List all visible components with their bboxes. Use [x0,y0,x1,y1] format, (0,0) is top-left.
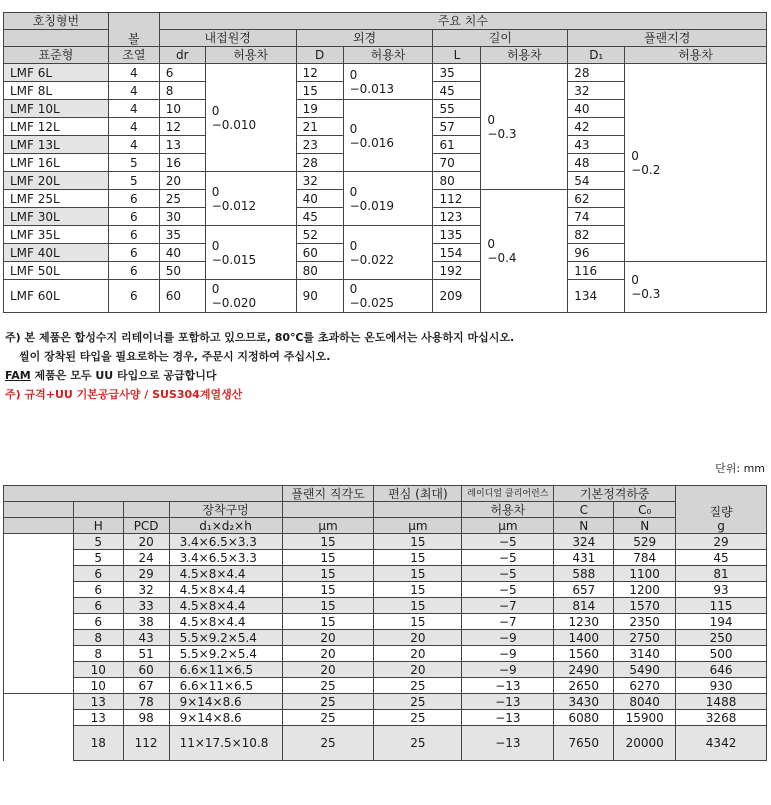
table-row [4,678,767,694]
table-row [4,710,767,726]
hole-cell: 4.5×8×4.4 [169,598,282,614]
ecc-cell: 15 [374,550,462,566]
header-blank [123,502,169,518]
header-blank [4,486,283,502]
header-blank [4,518,74,534]
hole-cell: 9×14×8.6 [169,694,282,710]
D-cell: 19 [296,100,343,118]
header-N-C: N [554,518,614,534]
c0-cell: 1200 [614,582,676,598]
c-cell: 6080 [554,710,614,726]
L-cell: 123 [433,208,481,226]
dr-cell: 35 [159,226,205,244]
D-tolerance-d: 0 −0.022 [343,226,433,280]
header-um-perp: μm [282,518,374,534]
dr-cell: 30 [159,208,205,226]
model-cell: LMF 13L [4,136,109,154]
table-row [4,614,767,630]
balls-cell: 5 [108,154,159,172]
header-blank [4,30,109,47]
D-cell: 80 [296,262,343,280]
L-cell: 70 [433,154,481,172]
D-cell: 90 [296,280,343,313]
perp-cell: 15 [282,534,374,550]
header-flange-perp: 플랜지 직각도 [282,486,374,502]
balls-cell: 4 [108,118,159,136]
header-um-ecc: μm [374,518,462,534]
c0-cell: 5490 [614,662,676,678]
D1-tolerance-b: 0 −0.3 [625,262,767,313]
model-cell: LMF 20L [4,172,109,190]
header-dr: dr [159,47,205,64]
ecc-cell: 15 [374,534,462,550]
hole-cell: 4.5×8×4.4 [169,582,282,598]
pcd-cell: 60 [123,662,169,678]
mass-cell: 81 [676,566,767,582]
header-L: L [433,47,481,64]
pcd-cell: 20 [123,534,169,550]
table-row [4,630,767,646]
header-D-tolerance: 허용차 [343,47,433,64]
spec-table-dimensions [3,12,767,313]
clr-cell: −5 [462,566,554,582]
header-L-tolerance: 허용차 [481,47,568,64]
h-cell: 10 [73,678,123,694]
model-cell: LMF 40L [4,244,109,262]
h-cell: 13 [73,694,123,710]
row-blank [4,694,74,710]
table-row [4,662,767,678]
model-cell: LMF 50L [4,262,109,280]
L-cell: 112 [433,190,481,208]
row-blank [4,614,74,630]
perp-cell: 25 [282,678,374,694]
dr-cell: 6 [159,64,205,82]
row-blank [4,534,74,550]
c-cell: 1560 [554,646,614,662]
D-cell: 12 [296,64,343,82]
header-C: C [554,502,614,518]
D-cell: 60 [296,244,343,262]
perp-cell: 15 [282,614,374,630]
dr-cell: 10 [159,100,205,118]
header-D1-tolerance: 허용차 [625,47,767,64]
L-cell: 35 [433,64,481,82]
L-cell: 192 [433,262,481,280]
ecc-cell: 20 [374,646,462,662]
clr-cell: −9 [462,630,554,646]
D-cell: 23 [296,136,343,154]
row-blank [4,710,74,726]
mass-cell: 4342 [676,726,767,761]
perp-cell: 20 [282,630,374,646]
D1-tolerance-a: 0 −0.2 [625,64,767,262]
mass-cell: 1488 [676,694,767,710]
balls-cell: 6 [108,262,159,280]
header-flange-diameter: 플랜지경 [568,30,767,47]
mass-cell: 115 [676,598,767,614]
header-standard: 표준형 [4,47,109,64]
perp-cell: 15 [282,566,374,582]
ecc-cell: 25 [374,694,462,710]
D-tolerance-e: 0 −0.025 [343,280,433,313]
ecc-cell: 15 [374,582,462,598]
ecc-cell: 15 [374,614,462,630]
pcd-cell: 67 [123,678,169,694]
header-hole-dims: d₁×d₂×h [169,518,282,534]
spec-table-performance [3,485,767,761]
perp-cell: 15 [282,550,374,566]
pcd-cell: 38 [123,614,169,630]
header-mount-hole: 장착구멍 [169,502,282,518]
dr-cell: 60 [159,280,205,313]
D1-cell: 40 [568,100,625,118]
table-row [4,534,767,550]
model-cell: LMF 35L [4,226,109,244]
h-cell: 6 [73,614,123,630]
row-blank [4,598,74,614]
c0-cell: 20000 [614,726,676,761]
pcd-cell: 78 [123,694,169,710]
hole-cell: 3.4×6.5×3.3 [169,534,282,550]
mass-cell: 45 [676,550,767,566]
header-ball: 볼 [108,13,159,47]
L-cell: 135 [433,226,481,244]
hole-cell: 5.5×9.2×5.4 [169,630,282,646]
clr-cell: −5 [462,534,554,550]
model-cell: LMF 16L [4,154,109,172]
c0-cell: 784 [614,550,676,566]
D1-cell: 28 [568,64,625,82]
table-row [4,582,767,598]
c0-cell: 2750 [614,630,676,646]
balls-cell: 4 [108,82,159,100]
header-nominal-model: 호칭형번 [4,13,109,30]
header-blank [73,502,123,518]
model-cell: LMF 60L [4,280,109,313]
c0-cell: 1100 [614,566,676,582]
L-tolerance-a: 0 −0.3 [481,64,568,190]
hole-cell: 11×17.5×10.8 [169,726,282,761]
balls-cell: 6 [108,226,159,244]
perp-cell: 25 [282,726,374,761]
hole-cell: 6.6×11×6.5 [169,678,282,694]
D-cell: 15 [296,82,343,100]
row-blank [4,646,74,662]
perp-cell: 15 [282,598,374,614]
row-blank [4,582,74,598]
perp-cell: 25 [282,710,374,726]
clr-cell: −9 [462,662,554,678]
D-tolerance-c: 0 −0.019 [343,172,433,226]
model-cell: LMF 25L [4,190,109,208]
dr-cell: 16 [159,154,205,172]
table-row [4,550,767,566]
dr-cell: 12 [159,118,205,136]
dr-cell: 50 [159,262,205,280]
L-cell: 154 [433,244,481,262]
header-dr-tolerance: 허용차 [205,47,296,64]
header-D: D [296,47,343,64]
header-blank [4,502,74,518]
mass-cell: 194 [676,614,767,630]
h-cell: 8 [73,646,123,662]
dr-cell: 40 [159,244,205,262]
balls-cell: 4 [108,136,159,154]
header-inner-diameter: 내접원경 [159,30,296,47]
perp-cell: 25 [282,694,374,710]
hole-cell: 6.6×11×6.5 [169,662,282,678]
perp-cell: 20 [282,646,374,662]
dr-cell: 13 [159,136,205,154]
pcd-cell: 32 [123,582,169,598]
h-cell: 6 [73,582,123,598]
header-mass-blank [676,486,767,534]
clr-cell: −5 [462,582,554,598]
row-blank [4,678,74,694]
row-blank [4,662,74,678]
D1-cell: 48 [568,154,625,172]
header-C0: C₀ [614,502,676,518]
clr-cell: −5 [462,550,554,566]
L-cell: 61 [433,136,481,154]
c0-cell: 3140 [614,646,676,662]
D-tolerance-a: 0 −0.013 [343,64,433,100]
note-seal: 씰이 장착된 타입을 필요로하는 경우, 주문시 지정하여 주십시오. [19,350,331,363]
c-cell: 2650 [554,678,614,694]
model-cell: LMF 10L [4,100,109,118]
D1-cell: 54 [568,172,625,190]
notes-block [5,328,514,404]
c0-cell: 529 [614,534,676,550]
model-cell: LMF 12L [4,118,109,136]
mass-cell: 930 [676,678,767,694]
perp-cell: 15 [282,582,374,598]
D-cell: 28 [296,154,343,172]
dr-cell: 25 [159,190,205,208]
header-main-dims: 주요 치수 [159,13,766,30]
header-ball-rows: 조열 [108,47,159,64]
h-cell: 6 [73,566,123,582]
dr-tolerance-a: 0 −0.010 [205,64,296,172]
balls-cell: 4 [108,100,159,118]
header-D1: D₁ [568,47,625,64]
D-cell: 52 [296,226,343,244]
c0-cell: 2350 [614,614,676,630]
clr-cell: −13 [462,726,554,761]
row-blank [4,726,74,761]
L-cell: 55 [433,100,481,118]
model-cell: LMF 30L [4,208,109,226]
clr-cell: −13 [462,710,554,726]
balls-cell: 5 [108,172,159,190]
mass-cell: 29 [676,534,767,550]
pcd-cell: 98 [123,710,169,726]
perp-cell: 20 [282,662,374,678]
c-cell: 431 [554,550,614,566]
D-cell: 21 [296,118,343,136]
header-load-rating: 기본정격하중 [554,486,676,502]
c0-cell: 6270 [614,678,676,694]
c0-cell: 15900 [614,710,676,726]
clr-cell: −9 [462,646,554,662]
ecc-cell: 25 [374,726,462,761]
row-blank [4,566,74,582]
pcd-cell: 33 [123,598,169,614]
c-cell: 1230 [554,614,614,630]
h-cell: 8 [73,630,123,646]
table-row [4,646,767,662]
balls-cell: 6 [108,190,159,208]
c-cell: 1400 [554,630,614,646]
h-cell: 13 [73,710,123,726]
header-eccentricity: 편심 (최대) [374,486,462,502]
header-outer-diameter: 외경 [296,30,433,47]
table-row [4,598,767,614]
hole-cell: 4.5×8×4.4 [169,566,282,582]
L-cell: 45 [433,82,481,100]
table-row [4,726,767,761]
clr-cell: −7 [462,598,554,614]
balls-cell: 4 [108,64,159,82]
D1-cell: 32 [568,82,625,100]
header-N-C0: N [614,518,676,534]
header-um-clr: μm [462,518,554,534]
L-cell: 80 [433,172,481,190]
pcd-cell: 112 [123,726,169,761]
row-blank [4,630,74,646]
table-row [4,566,767,582]
header-radial-clearance: 레이디얼 클리어런스 [462,486,554,502]
ecc-cell: 15 [374,598,462,614]
header-mass: 질량 [709,505,733,519]
pcd-cell: 51 [123,646,169,662]
mass-cell: 3268 [676,710,767,726]
L-cell: 57 [433,118,481,136]
clr-cell: −13 [462,694,554,710]
dr-tolerance-b: 0 −0.012 [205,172,296,226]
c-cell: 3430 [554,694,614,710]
dr-cell: 8 [159,82,205,100]
hole-cell: 4.5×8×4.4 [169,614,282,630]
ecc-cell: 25 [374,678,462,694]
header-PCD: PCD [123,518,169,534]
header-clearance-tolerance: 허용차 [462,502,554,518]
h-cell: 6 [73,598,123,614]
D1-cell: 74 [568,208,625,226]
mass-cell: 646 [676,662,767,678]
pcd-cell: 29 [123,566,169,582]
hole-cell: 3.4×6.5×3.3 [169,550,282,566]
table-row [4,694,767,710]
L-cell: 209 [433,280,481,313]
c-cell: 814 [554,598,614,614]
D1-cell: 42 [568,118,625,136]
c-cell: 7650 [554,726,614,761]
ecc-cell: 15 [374,566,462,582]
header-blank [282,502,374,518]
header-g: g [717,519,725,533]
h-cell: 18 [73,726,123,761]
dr-tolerance-d: 0 −0.020 [205,280,296,313]
note-fam: FAM 제품은 모두 UU 타입으로 공급합니다 [5,369,217,382]
c-cell: 324 [554,534,614,550]
c-cell: 2490 [554,662,614,678]
balls-cell: 6 [108,208,159,226]
pcd-cell: 43 [123,630,169,646]
header-length: 길이 [433,30,568,47]
hole-cell: 9×14×8.6 [169,710,282,726]
balls-cell: 6 [108,244,159,262]
D1-cell: 134 [568,280,625,313]
mass-cell: 93 [676,582,767,598]
hole-cell: 5.5×9.2×5.4 [169,646,282,662]
D-tolerance-b: 0 −0.016 [343,100,433,172]
D1-cell: 82 [568,226,625,244]
table-row [4,64,767,82]
ecc-cell: 20 [374,662,462,678]
model-cell: LMF 6L [4,64,109,82]
h-cell: 5 [73,534,123,550]
note-spec: 주) 규격+UU 기본공급사양 / SUS304계열생산 [5,388,243,401]
clr-cell: −7 [462,614,554,630]
L-tolerance-b: 0 −0.4 [481,190,568,313]
row-blank [4,550,74,566]
header-H: H [73,518,123,534]
D1-cell: 96 [568,244,625,262]
D-cell: 40 [296,190,343,208]
c0-cell: 8040 [614,694,676,710]
ecc-cell: 20 [374,630,462,646]
dr-tolerance-c: 0 −0.015 [205,226,296,280]
h-cell: 5 [73,550,123,566]
balls-cell: 6 [108,280,159,313]
clr-cell: −13 [462,678,554,694]
model-cell: LMF 8L [4,82,109,100]
c-cell: 588 [554,566,614,582]
pcd-cell: 24 [123,550,169,566]
mass-cell: 250 [676,630,767,646]
D1-cell: 62 [568,190,625,208]
D1-cell: 43 [568,136,625,154]
c0-cell: 1570 [614,598,676,614]
note-temperature: 주) 본 제품은 합성수지 리테이너를 포함하고 있으므로, 80℃를 초과하는 온도에서는 사용하지 마십시오. [5,331,515,344]
dr-cell: 20 [159,172,205,190]
header-blank [374,502,462,518]
D-cell: 45 [296,208,343,226]
mass-cell: 500 [676,646,767,662]
c-cell: 657 [554,582,614,598]
unit-label: 단위: mm [715,462,765,475]
D1-cell: 116 [568,262,625,280]
h-cell: 10 [73,662,123,678]
ecc-cell: 25 [374,710,462,726]
D-cell: 32 [296,172,343,190]
